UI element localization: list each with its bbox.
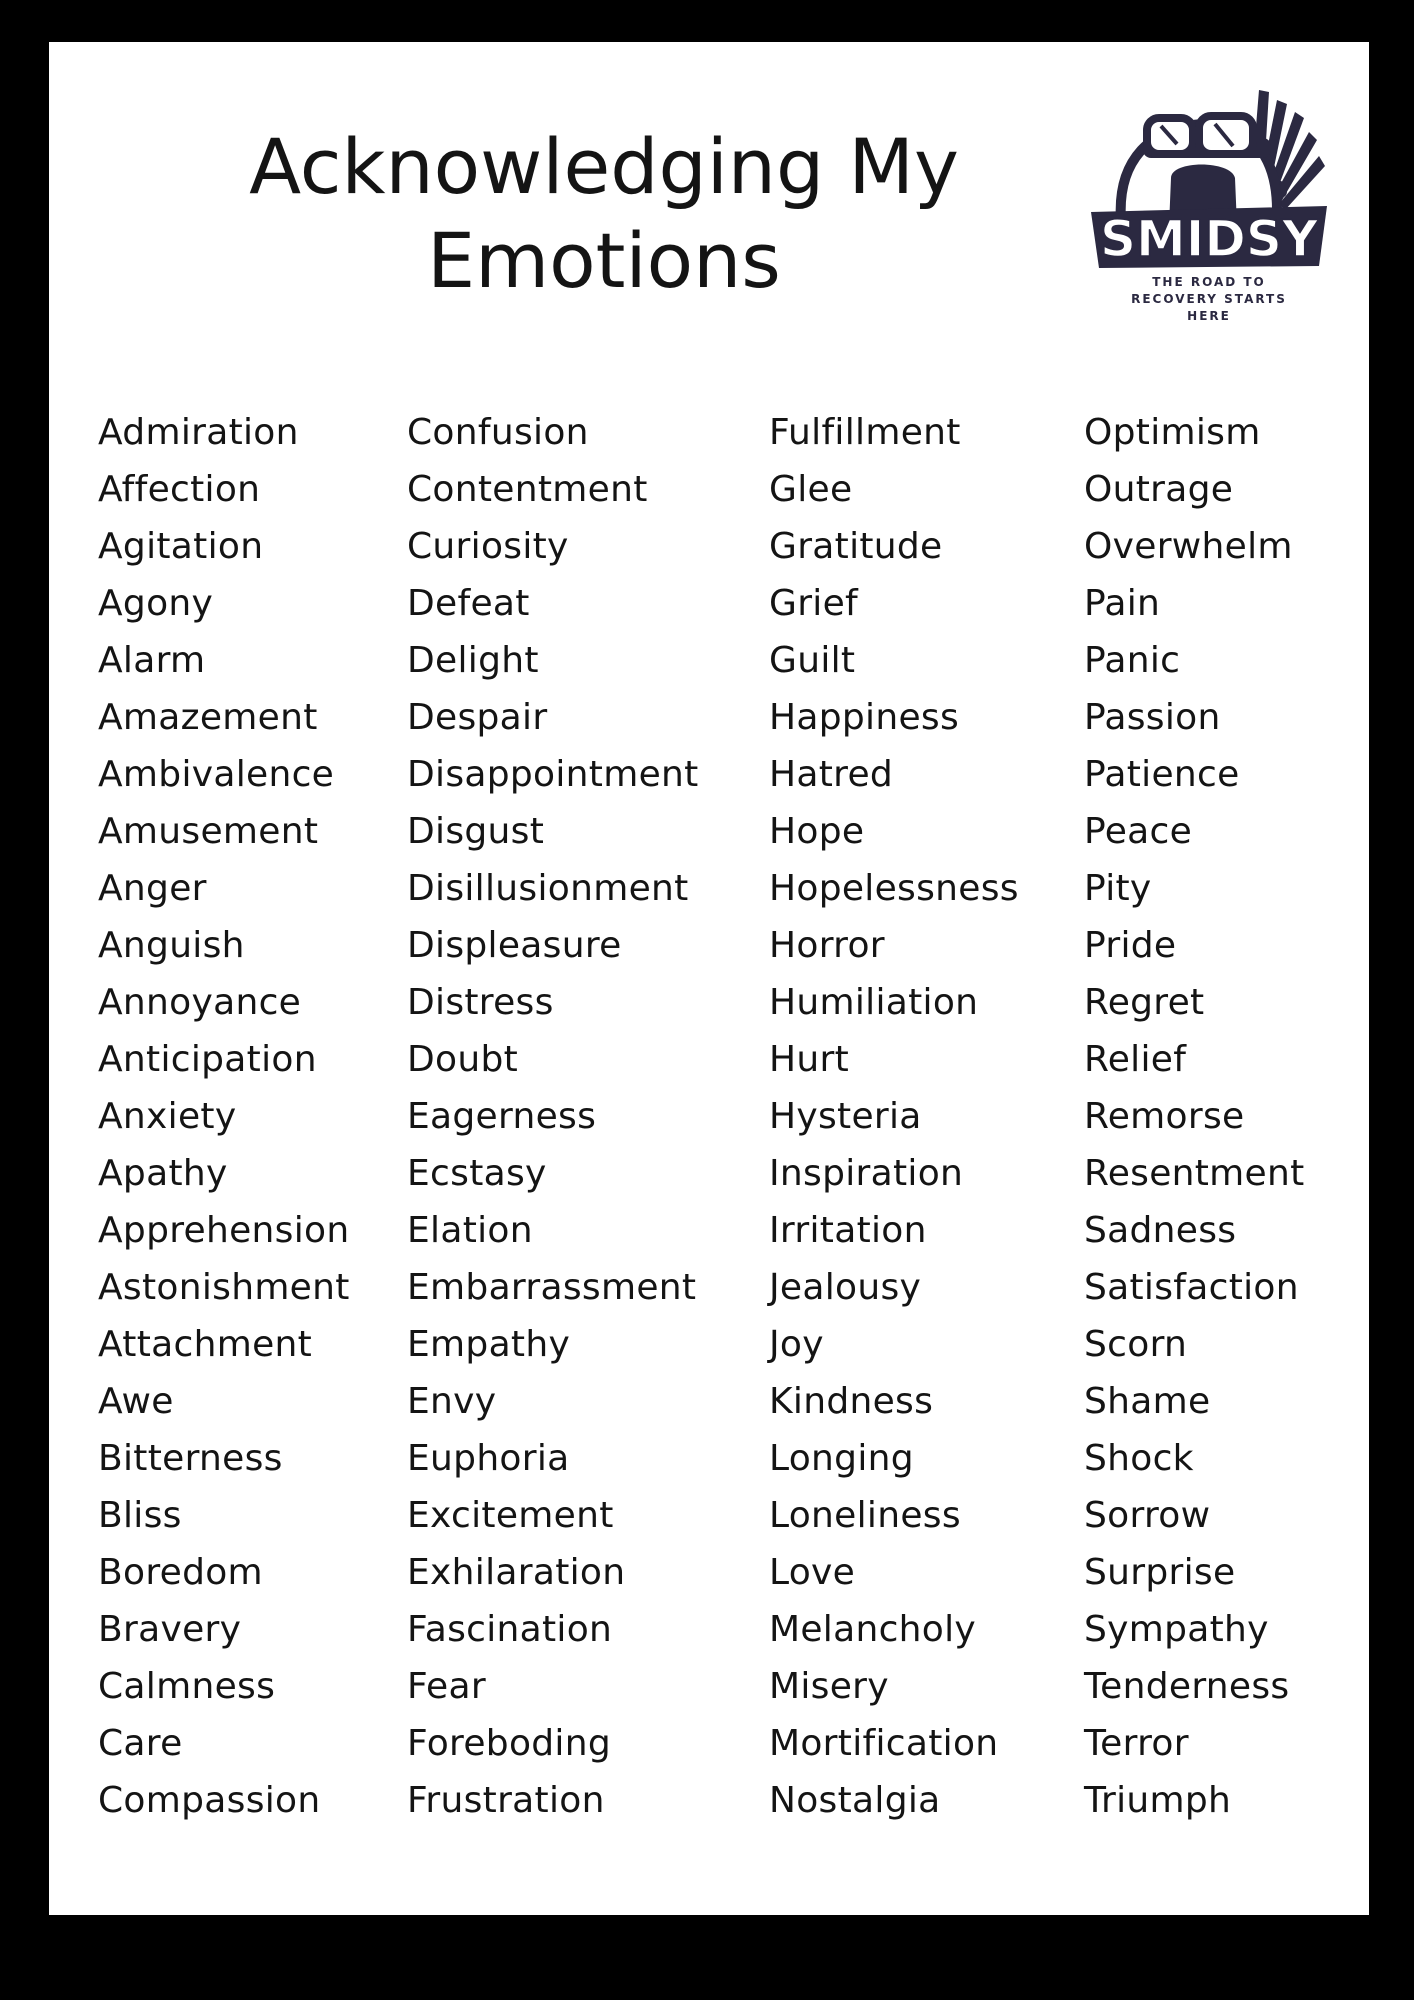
emotion-item: Elation [407, 1210, 533, 1251]
emotion-item: Glee [769, 469, 853, 510]
emotion-item: Bravery [98, 1609, 242, 1650]
emotion-item: Bitterness [98, 1438, 283, 1479]
emotion-item: Optimism [1084, 412, 1261, 453]
emotion-item: Ambivalence [98, 754, 335, 795]
worksheet-page [49, 42, 1369, 1915]
emotion-item: Boredom [98, 1552, 263, 1593]
emotion-item: Regret [1084, 982, 1205, 1023]
emotion-item: Agitation [98, 526, 264, 567]
emotion-item: Irritation [769, 1210, 927, 1251]
emotion-item: Hatred [769, 754, 894, 795]
emotion-item: Empathy [407, 1324, 571, 1365]
tagline-line-1: THE ROAD TO [1152, 275, 1266, 289]
emotion-item: Tenderness [1084, 1666, 1290, 1707]
emotion-item: Love [769, 1552, 856, 1593]
emotion-item: Attachment [98, 1324, 313, 1365]
title-line-1: Acknowledging My [249, 122, 959, 211]
emotion-column-3 [769, 404, 1019, 1829]
emotion-item: Disgust [407, 811, 545, 852]
emotion-item: Hurt [769, 1039, 850, 1080]
emotion-item: Doubt [407, 1039, 519, 1080]
emotion-item: Hysteria [769, 1096, 922, 1137]
emotion-item: Distress [407, 982, 554, 1023]
emotion-item: Sadness [1084, 1210, 1237, 1251]
title-line-2: Emotions [427, 216, 781, 305]
emotion-item: Euphoria [407, 1438, 570, 1479]
emotion-item: Anticipation [98, 1039, 317, 1080]
emotion-item: Fear [407, 1666, 486, 1707]
emotion-item: Happiness [769, 697, 960, 738]
emotion-item: Awe [98, 1381, 174, 1422]
emotion-item: Panic [1084, 640, 1181, 681]
emotion-item: Shame [1084, 1381, 1211, 1422]
emotion-item: Melancholy [769, 1609, 977, 1650]
emotion-item: Affection [98, 469, 261, 510]
emotion-column-2 [407, 404, 699, 1829]
logo-brand-text: SMIDSY [1099, 210, 1319, 268]
emotion-item: Misery [769, 1666, 889, 1707]
emotion-item: Passion [1084, 697, 1221, 738]
emotion-item: Kindness [769, 1381, 934, 1422]
emotion-item: Alarm [98, 640, 206, 681]
emotion-item: Nostalgia [769, 1780, 941, 1821]
emotion-item: Displeasure [407, 925, 622, 966]
emotion-item: Anxiety [98, 1096, 237, 1137]
emotion-item: Shock [1084, 1438, 1194, 1479]
emotion-item: Guilt [769, 640, 856, 681]
emotion-column-4 [1084, 404, 1305, 1829]
emotion-item: Anger [98, 868, 207, 909]
emotion-item: Triumph [1084, 1780, 1232, 1821]
emotion-item: Jealousy [769, 1267, 922, 1308]
emotion-item: Embarrassment [407, 1267, 697, 1308]
emotion-item: Foreboding [407, 1723, 612, 1764]
emotion-item: Pity [1084, 868, 1152, 909]
emotion-item: Fascination [407, 1609, 613, 1650]
emotion-item: Loneliness [769, 1495, 961, 1536]
emotion-item: Hope [769, 811, 865, 852]
emotion-item: Joy [769, 1324, 824, 1365]
emotion-item: Sympathy [1084, 1609, 1269, 1650]
emotion-item: Admiration [98, 412, 299, 453]
emotion-item: Disappointment [407, 754, 699, 795]
emotion-item: Sorrow [1084, 1495, 1211, 1536]
page-title [109, 120, 1099, 308]
emotion-item: Calmness [98, 1666, 276, 1707]
emotion-item: Pride [1084, 925, 1177, 966]
smidsy-logo [1081, 60, 1337, 360]
emotion-item: Apathy [98, 1153, 228, 1194]
emotion-item: Apprehension [98, 1210, 350, 1251]
emotion-item: Humiliation [769, 982, 979, 1023]
emotion-item: Agony [98, 583, 214, 624]
emotion-item: Mortification [769, 1723, 999, 1764]
emotion-item: Fulfillment [769, 412, 961, 453]
emotion-item: Relief [1084, 1039, 1187, 1080]
emotion-item: Exhilaration [407, 1552, 626, 1593]
emotion-item: Surprise [1084, 1552, 1236, 1593]
emotion-item: Grief [769, 583, 859, 624]
emotion-item: Curiosity [407, 526, 569, 567]
emotion-item: Amusement [98, 811, 319, 852]
emotion-item: Contentment [407, 469, 648, 510]
emotion-item: Confusion [407, 412, 589, 453]
emotion-item: Outrage [1084, 469, 1234, 510]
emotion-item: Inspiration [769, 1153, 964, 1194]
emotion-item: Excitement [407, 1495, 614, 1536]
emotion-item: Gratitude [769, 526, 943, 567]
emotion-item: Eagerness [407, 1096, 597, 1137]
emotion-column-1 [98, 404, 350, 1829]
emotion-item: Horror [769, 925, 885, 966]
emotion-item: Overwhelm [1084, 526, 1293, 567]
emotion-item: Despair [407, 697, 548, 738]
emotion-item: Patience [1084, 754, 1240, 795]
emotion-item: Anguish [98, 925, 245, 966]
emotion-item: Annoyance [98, 982, 302, 1023]
tagline-line-3: HERE [1187, 309, 1231, 323]
emotion-item: Remorse [1084, 1096, 1245, 1137]
emotion-item: Disillusionment [407, 868, 689, 909]
emotion-item: Frustration [407, 1780, 605, 1821]
emotion-item: Defeat [407, 583, 530, 624]
emotion-item: Resentment [1084, 1153, 1305, 1194]
emotion-item: Compassion [98, 1780, 321, 1821]
helmet-wing-logo-icon [1081, 60, 1337, 270]
emotion-item: Peace [1084, 811, 1193, 852]
emotion-item: Pain [1084, 583, 1161, 624]
tagline-line-2: RECOVERY STARTS [1131, 292, 1287, 306]
emotion-item: Care [98, 1723, 183, 1764]
emotion-item: Ecstasy [407, 1153, 547, 1194]
emotion-item: Scorn [1084, 1324, 1188, 1365]
emotion-item: Terror [1084, 1723, 1189, 1764]
emotion-item: Astonishment [98, 1267, 350, 1308]
emotion-item: Amazement [98, 697, 318, 738]
emotion-item: Hopelessness [769, 868, 1019, 909]
emotion-item: Envy [407, 1381, 497, 1422]
logo-tagline [1081, 274, 1337, 325]
emotion-item: Longing [769, 1438, 914, 1479]
emotion-item: Satisfaction [1084, 1267, 1299, 1308]
emotion-item: Bliss [98, 1495, 182, 1536]
emotion-item: Delight [407, 640, 539, 681]
